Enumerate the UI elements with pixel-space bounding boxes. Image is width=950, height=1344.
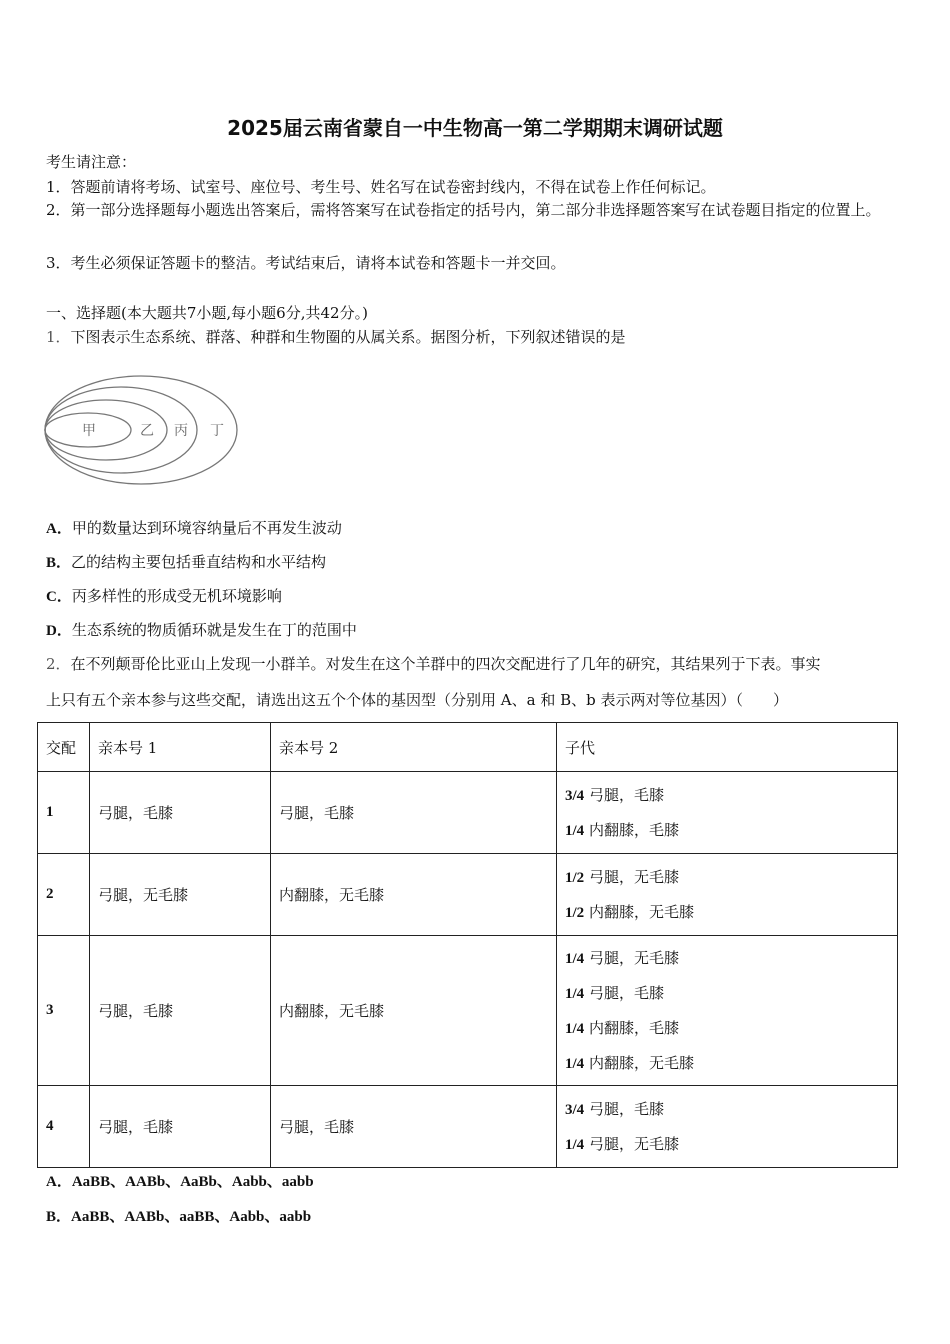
question-1-stem — [46, 327, 626, 347]
offspring-cell — [557, 854, 898, 936]
offspring-cell — [557, 772, 898, 854]
offspring-line: 1/4 内翻膝，毛膝 — [565, 1018, 679, 1037]
mating-number: 4 — [38, 1086, 90, 1168]
offspring-line: 3/4 弓腿，毛膝 — [565, 1099, 664, 1118]
table-row — [38, 854, 898, 936]
header-offspring: 子代 — [557, 723, 898, 772]
q2-option-a: A．AaBB、AABb、AaBb、Aabb、aabb — [46, 1174, 314, 1190]
parent-2-cell: 弓腿，毛膝 — [271, 1086, 557, 1168]
notice-heading: 考生请注意： — [46, 153, 137, 171]
parent-1-cell: 弓腿，毛膝 — [90, 936, 271, 1086]
header-parent-1: 亲本号 1 — [90, 723, 271, 772]
label-yi: 乙 — [140, 423, 154, 439]
question-1-text: 下图表示生态系统、群落、种群和生物圈的从属关系。据图分析，下列叙述错误的是 — [70, 328, 626, 346]
parent-2-cell: 弓腿，毛膝 — [271, 772, 557, 854]
offspring-line: 1/2 内翻膝，无毛膝 — [565, 902, 694, 921]
parent-1-cell: 弓腿，毛膝 — [90, 1086, 271, 1168]
mating-number: 3 — [38, 936, 90, 1086]
parent-1-cell: 弓腿，无毛膝 — [90, 854, 271, 936]
offspring-line: 1/4 内翻膝，无毛膝 — [565, 1053, 694, 1072]
q1-option-c: C．丙多样性的形成受无机环境影响 — [46, 587, 282, 605]
table-header-row — [38, 723, 898, 772]
notice-item-3: 3．考生必须保证答题卡的整洁。考试结束后，请将本试卷和答题卡一并交回。 — [46, 254, 566, 272]
page-title: 2025届云南省蒙自一中生物高一第二学期期末调研试题 — [227, 116, 723, 140]
header-mating: 交配 — [38, 723, 90, 772]
mating-number: 2 — [38, 854, 90, 936]
section-heading: 一、选择题(本大题共7小题,每小题6分,共42分。) — [46, 304, 368, 322]
offspring-line: 1/4 内翻膝，毛膝 — [565, 820, 679, 839]
mating-number: 1 — [38, 772, 90, 854]
parent-1-cell: 弓腿，毛膝 — [90, 772, 271, 854]
q2-option-b: B．AaBB、AABb、aaBB、Aabb、aabb — [46, 1209, 312, 1225]
header-parent-2: 亲本号 2 — [271, 723, 557, 772]
offspring-line: 1/4 弓腿，毛膝 — [565, 983, 664, 1002]
table-row — [38, 772, 898, 854]
question-1-number: 1． — [46, 328, 71, 346]
notice-item-1: 1．答题前请将考场、试室号、座位号、考生号、姓名写在试卷密封线内，不得在试卷上作任何标记。 — [46, 178, 716, 196]
offspring-line: 1/2 弓腿，无毛膝 — [565, 867, 679, 886]
q1-option-b: B．乙的结构主要包括垂直结构和水平结构 — [46, 553, 327, 571]
label-jia: 甲 — [82, 423, 96, 439]
q1-option-d: D．生态系统的物质循环就是发生在丁的范围中 — [46, 621, 357, 639]
question-2-number: 2． — [46, 655, 71, 673]
offspring-line: 1/4 弓腿，无毛膝 — [565, 948, 679, 967]
table-row — [38, 1086, 898, 1168]
offspring-line: 3/4 弓腿，毛膝 — [565, 785, 664, 804]
nested-ellipse-diagram — [44, 374, 244, 486]
q1-option-a: A．甲的数量达到环境容纳量后不再发生波动 — [46, 519, 342, 537]
notice-item-2: 2．第一部分选择题每小题选出答案后，需将答案写在试卷指定的括号内，第二部分非选择题答案写在试卷题目指定的位置上。 — [46, 201, 881, 219]
mating-results-table — [37, 722, 898, 1168]
offspring-cell — [557, 936, 898, 1086]
parent-2-cell: 内翻膝，无毛膝 — [271, 854, 557, 936]
label-ding: 丁 — [210, 423, 224, 439]
question-2-stem-line2: 上只有五个亲本参与这些交配，请选出这五个个体的基因型（分别用 A、a 和 B、b 表示两对等位基因）（ ） — [46, 691, 788, 709]
label-bing: 丙 — [174, 423, 188, 439]
parent-2-cell: 内翻膝，无毛膝 — [271, 936, 557, 1086]
question-2-stem-line1: 2．在不列颠哥伦比亚山上发现一小群羊。对发生在这个羊群中的四次交配进行了几年的研究，其结果列于下表。事实 — [46, 655, 821, 673]
offspring-line: 1/4 弓腿，无毛膝 — [565, 1134, 679, 1153]
table-row — [38, 936, 898, 1086]
offspring-cell — [557, 1086, 898, 1168]
